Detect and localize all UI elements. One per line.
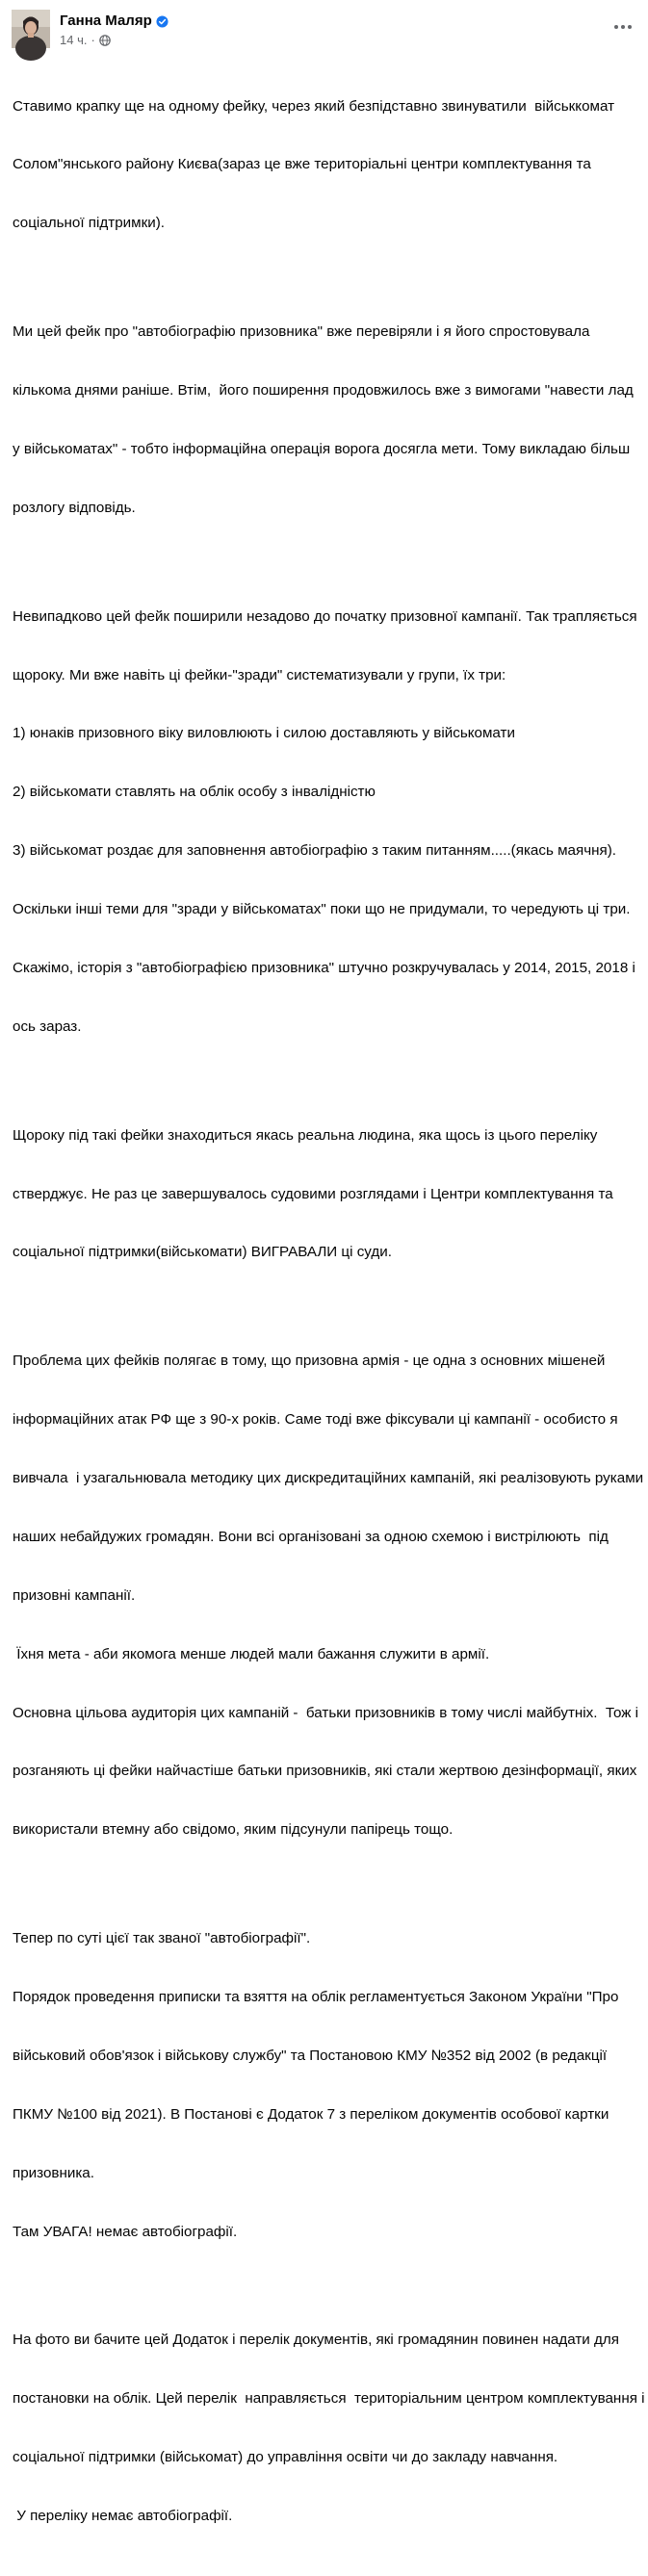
avatar-image (12, 10, 50, 48)
text-line: ось зараз. (13, 1018, 82, 1035)
paragraph-4 (13, 1087, 635, 1301)
text-line: вивчала і узагальнювала методику цих дискредитаційних кампаній, які реалізовують руками (13, 1469, 644, 1486)
avatar[interactable] (12, 10, 50, 48)
paragraph-6 (13, 1891, 635, 2281)
verified-badge-icon (156, 15, 168, 28)
paragraph-7 (13, 2292, 645, 2565)
text-line: Основна цільова аудиторія цих кампаній - батьки призовників в тому числі майбутніх. Тож і (13, 1704, 639, 1721)
text-line: Невипадково цей фейк поширили незадово до початку призовної кампанії. Так трапляється (13, 607, 637, 625)
text-line: військовий обов'язок і військову службу" та Постановою КМУ №352 від 2002 (в редакції (13, 2047, 608, 2064)
text-line: 1) юнаків призовного віку виловлюють і силою доставляють у військомати (13, 725, 515, 742)
text-line: використали втемну або свідомо, яким підсунули папірець тощо. (13, 1821, 454, 1839)
text-line: соціальної підтримки). (13, 215, 165, 232)
author-name[interactable]: Ганна Маляр (60, 13, 152, 29)
text-line: Солом"янського району Києва(зараз це вже територіальні центри комплектування та (13, 156, 591, 173)
text-line: щороку. Ми вже навіть ці фейки-"зради" систематизували у групи, їх три: (13, 666, 506, 683)
text-line: Їхня мета - аби якомога менше людей мали бажання служити в армії. (13, 1645, 490, 1662)
paragraph-1 (13, 58, 635, 272)
text-line: соціальної підтримки (військомат) до управління освіти чи до закладу навчання. (13, 2449, 558, 2466)
text-line: розганяють ці фейки найчастіше батьки призовників, які стали жертвою дезінформації, яких (13, 1763, 637, 1780)
post-time[interactable]: 14 ч. (60, 33, 88, 47)
paragraph-3 (13, 568, 635, 1076)
text-line: призовника. (13, 2164, 94, 2181)
post-header (12, 10, 636, 52)
text-line: призовні кампанії. (13, 1586, 136, 1604)
text-line: постановки на облік. Цей перелік направляється територіальним центром комплектування і (13, 2390, 645, 2408)
text-line: Ставимо крапку ще на одному фейку, через який безпідставно звинуватили військкомат (13, 97, 615, 115)
text-line: Оскільки інші теми для "зради у військоматах" поки що не придумали, то чередують ці три. (13, 901, 631, 918)
text-line: розлогу відповідь. (13, 499, 136, 516)
meta-separator: · (91, 33, 95, 47)
text-line: Скажімо, історія з "автобіографією призовника" штучно розкручувалась у 2014, 2015, 2018 і (13, 959, 635, 976)
text-line: стверджує. Не раз це завершувалось судовими розглядами і Центри комплектування та (13, 1185, 613, 1202)
text-line: кількома днями раніше. Втім, його поширення продовжилось вже з вимогами "навести лад (13, 382, 634, 399)
globe-icon[interactable] (99, 35, 111, 46)
author-row (60, 13, 168, 30)
text-line: у військоматах" - тобто інформаційна операція ворога досягла мети. Тому викладаю більш (13, 440, 631, 457)
text-line: 2) військомати ставлять на облік особу з інвалідністю (13, 784, 376, 801)
text-line: соціальної підтримки(військомати) ВИГРАВАЛИ ці суди. (13, 1244, 392, 1261)
text-line: інформаційних атак РФ ще з 90-х років. Саме тоді вже фіксували ці кампанії - особисто я (13, 1411, 618, 1429)
text-line: Ми цей фейк про "автобіографію призовника" вже перевіряли і я його спростовувала (13, 323, 590, 341)
text-line: Тепер по суті цієї так званої "автобіографії". (13, 1930, 311, 1947)
paragraph-2 (13, 284, 635, 557)
text-line: Там УВАГА! немає автобіографії. (13, 2223, 238, 2240)
more-options-icon[interactable] (609, 13, 636, 40)
text-line: ПКМУ №100 від 2021). В Постанові є Додаток 7 з переліком документів особової картки (13, 2105, 609, 2123)
text-line: У переліку немає автобіографії. (13, 2508, 233, 2524)
post-meta (60, 33, 111, 48)
post-text (13, 58, 645, 2576)
text-line: наших небайдужих громадян. Вони всі організовані за одною схемою і вистрілюють під (13, 1528, 609, 1545)
paragraph-5 (13, 1313, 644, 1880)
text-line: На фото ви бачите цей Додаток і перелік документів, які громадянин повинен надати для (13, 2331, 619, 2349)
text-line: Щороку під такі фейки знаходиться якась реальна людина, яка щось із цього переліку (13, 1126, 598, 1144)
text-line: 3) військомат роздає для заповнення автобіографію з таким питанням.....(якась маячня). (13, 842, 617, 860)
text-line: Порядок проведення приписки та взяття на облік регламентується Законом України "Про (13, 1988, 619, 2005)
text-line: Проблема цих фейків полягає в тому, що призовна армія - це одна з основних мішеней (13, 1352, 606, 1370)
